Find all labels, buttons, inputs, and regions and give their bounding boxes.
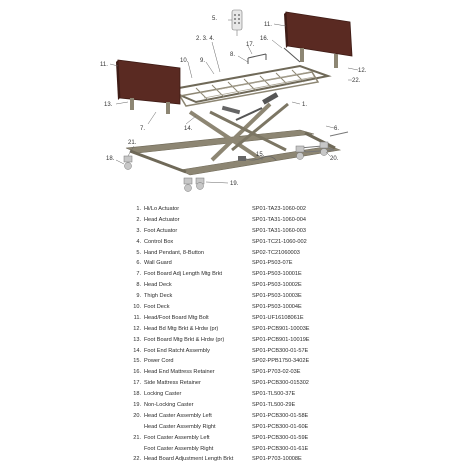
part-name: Head Caster Assembly Right (144, 423, 216, 430)
part-code: SP01-PCB901-10003E (252, 325, 310, 332)
part-number: 14. (133, 347, 141, 354)
part-code: SP01-PCB300-01-58E (252, 412, 309, 419)
parts-list-row (132, 258, 452, 269)
part-number: 18. (133, 391, 141, 398)
callout-15: 15. (256, 152, 265, 158)
parts-list-row (132, 433, 452, 444)
part-code: SP02-TC21060003 (252, 249, 300, 256)
part-code: SP01-TA31-1060-003 (252, 227, 307, 234)
part-name: Side Mattress Retainer (144, 380, 201, 387)
part-code: SP01-TL500-29E (252, 402, 296, 409)
part-name: Head Deck (144, 282, 172, 289)
parts-list-row (132, 389, 452, 400)
part-name: Foot End Ratcht Assembly (144, 347, 210, 354)
part-number: 4. (136, 238, 141, 245)
part-code: SP01-P703-10008E (252, 456, 302, 463)
part-name: Foot Actuator (144, 227, 178, 234)
callout-21: 21. (128, 140, 137, 146)
parts-list-row (132, 204, 452, 215)
parts-list-row (132, 400, 452, 411)
foot-board (116, 60, 180, 114)
callout-9: 9. (200, 58, 206, 64)
part-name: Foot Caster Assembly Left (144, 434, 210, 441)
part-code: SP01-TC21-1060-002 (252, 238, 307, 245)
parts-list-row (132, 324, 452, 335)
part-number: 7. (136, 271, 141, 278)
part-code: SP01-PCB300-01-59E (252, 434, 309, 441)
part-name: Thigh Deck (144, 293, 173, 300)
part-number: 13. (133, 336, 141, 343)
part-name: Head Bd Mtg Brkt & Hrdw (pr) (144, 325, 219, 332)
part-code: SP01-P503-10001E (252, 271, 302, 278)
part-code: SP01-PCB300-015302 (252, 380, 309, 387)
part-number: 3. (136, 227, 141, 234)
part-number: 10. (133, 304, 141, 311)
caster-front-right (184, 178, 204, 192)
parts-list (132, 204, 452, 465)
callout-11-head: 11. (264, 22, 272, 28)
callout-13: 13. (104, 102, 113, 108)
part-name: Control Box (144, 238, 174, 245)
callout-19: 19. (230, 181, 239, 187)
part-name: Hand Pendant, 8-Button (144, 249, 205, 256)
caster-front-left (124, 156, 132, 170)
part-number (132, 422, 141, 433)
part-number: 11. (133, 314, 141, 321)
part-name: Hi/Lo Actuator (144, 206, 180, 212)
parts-list-row (132, 291, 452, 302)
part-number: 21. (133, 434, 141, 441)
part-code: SP01-PCB300-01-61E (252, 445, 309, 452)
part-name: Power Cord (144, 358, 174, 365)
callout-22: 22. (352, 78, 361, 84)
part-code: SP01-UF16108061E (252, 314, 304, 321)
part-code: SP01-P503-10004E (252, 304, 302, 311)
callout-2-3-4: 2. 3. 4. (196, 36, 215, 42)
part-name: Head End Mattress Retainer (144, 369, 215, 376)
part-name: Head Board Adjustment Length Brkt (144, 456, 234, 463)
part-name: Foot Deck (144, 304, 170, 311)
head-board (284, 12, 352, 68)
hand-pendant (232, 10, 242, 36)
part-number: 22. (133, 456, 141, 463)
parts-list-row (132, 269, 452, 280)
part-name: Non-Locking Caster (144, 402, 194, 409)
part-name: Foot Board Mtg Brkt & Hrdw (pr) (144, 336, 225, 343)
parts-list-row (132, 237, 452, 248)
part-name: Foot Caster Assembly Right (144, 445, 214, 452)
part-code: SP01-TA31-1060-004 (252, 216, 307, 223)
callout-20: 20. (330, 156, 339, 162)
callout-6: 6. (334, 126, 340, 132)
part-name: Wall Guard (144, 260, 172, 267)
part-number: 2. (136, 216, 141, 223)
parts-list-row (132, 454, 452, 465)
part-number: 5. (136, 249, 141, 256)
part-name: Locking Caster (144, 391, 182, 398)
part-number: 12. (133, 325, 141, 332)
part-code: SP01-P503-07E (252, 260, 293, 267)
part-number (132, 444, 141, 455)
part-number: 1. (136, 206, 141, 212)
part-number: 20. (133, 412, 141, 419)
parts-list-row (132, 367, 452, 378)
base-frame (126, 130, 340, 175)
part-name: Head Actuator (144, 216, 180, 223)
callout-17: 17. (246, 42, 255, 48)
parts-list-row (132, 356, 452, 367)
part-number: 15. (133, 358, 141, 365)
part-code: SP02-PPB1750-3402E (252, 358, 310, 365)
bed-exploded-view-diagram (0, 0, 467, 200)
callout-11-foot: 11. (100, 62, 108, 68)
part-name: Foot Board Adj Length Mtg Brkt (144, 271, 223, 278)
callout-7: 7. (140, 126, 146, 132)
parts-list-row (132, 444, 452, 455)
callout-5: 5. (212, 16, 218, 22)
callout-1: 1. (302, 102, 308, 108)
part-number: 6. (136, 260, 141, 267)
part-code: SP01-PCB300-01-57E (252, 347, 309, 354)
part-number: 16. (133, 369, 141, 376)
parts-list-row (132, 226, 452, 237)
parts-list-row (132, 313, 452, 324)
callout-18: 18. (106, 156, 115, 162)
callout-12: 12. (358, 68, 367, 74)
parts-list-row (132, 248, 452, 259)
part-number: 17. (133, 380, 141, 387)
parts-list-row (132, 302, 452, 313)
callout-14: 14. (184, 126, 193, 132)
part-code: SP01-PCB901-10019E (252, 336, 310, 343)
parts-list-row (132, 335, 452, 346)
parts-list-row (132, 411, 452, 422)
parts-list-row (132, 378, 452, 389)
part-code: SP01-TA23-1060-002 (252, 206, 307, 212)
parts-list-row (132, 215, 452, 226)
part-number: 19. (133, 402, 141, 409)
part-code: SP01-TL500-37E (252, 391, 296, 398)
part-number: 8. (136, 282, 141, 289)
parts-list-row (132, 422, 452, 433)
callout-8: 8. (230, 52, 236, 58)
part-name: Head Caster Assembly Left (144, 412, 212, 419)
part-name: Head/Foot Board Mtg Bolt (144, 314, 209, 321)
part-code: SP01-P503-10002E (252, 282, 302, 289)
part-code: SP01-PCB300-01-60E (252, 423, 309, 430)
callout-16: 16. (260, 36, 269, 42)
part-code: SP01-P703-02-03E (252, 369, 301, 376)
parts-list-row (132, 280, 452, 291)
part-code: SP01-P503-10003E (252, 293, 302, 300)
parts-list-row (132, 346, 452, 357)
part-number: 9. (136, 293, 141, 300)
callout-10: 10. (180, 58, 189, 64)
